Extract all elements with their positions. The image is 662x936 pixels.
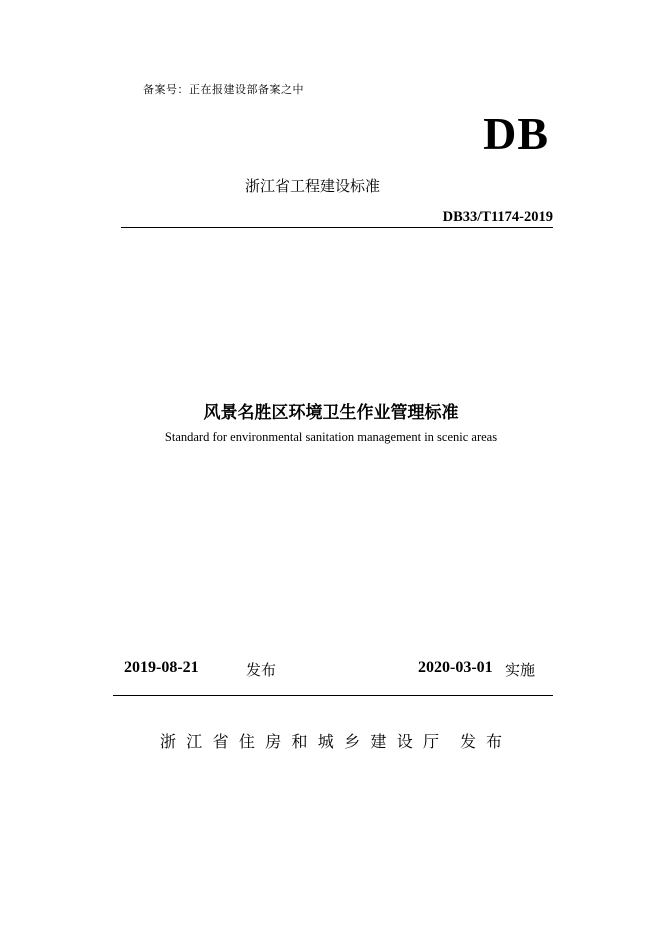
- issue-label: 发布: [246, 661, 277, 679]
- footer-divider: [113, 695, 553, 696]
- publisher-name: 浙江省住房和城乡建设厅: [160, 732, 450, 751]
- standard-code: DB33/T1174-2019: [442, 209, 553, 225]
- record-number: 备案号：正在报建设部备案之中: [143, 83, 304, 96]
- issue-date: 2019-08-21: [124, 659, 199, 676]
- standard-logo: DB: [483, 108, 549, 159]
- implementation-date: 2020-03-01: [418, 659, 493, 676]
- standard-classification: 浙江省工程建设标准: [245, 177, 381, 195]
- header-divider: [121, 227, 553, 228]
- document-title-english: Standard for environmental sanitation management in scenic areas: [164, 430, 498, 444]
- implementation-label: 实施: [505, 661, 536, 679]
- document-title-chinese: 风景名胜区环境卫生作业管理标准: [203, 403, 459, 423]
- publisher-action: 发布: [460, 732, 513, 751]
